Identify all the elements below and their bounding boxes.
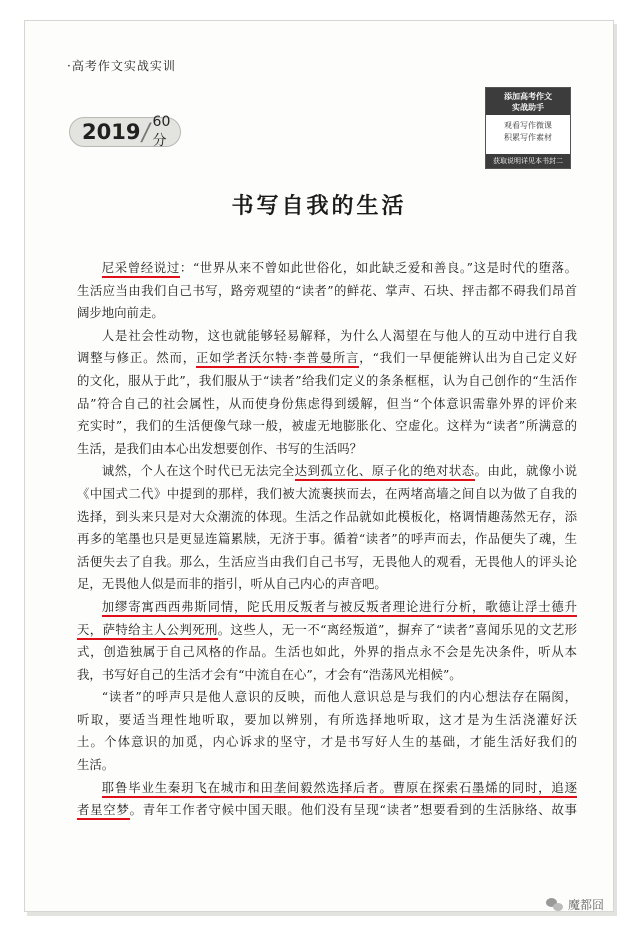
essay-line [77, 641, 577, 664]
line-text: “读者”的呼声只是他人意识的反映，而他人意识总是与我们的内心想法存在隔阂， [101, 689, 577, 705]
highlighted-phrase: 加缪寄寓西西弗斯同情，陀氏用反叛者与被反叛者理论进行分析，歌德让浮士德升 [102, 599, 577, 617]
essay-line [77, 415, 577, 438]
promo-line-1: 添加高考作文 [504, 92, 552, 101]
line-text: 再多的笔墨也只是更显连篇累牍，无济于事。循着“读者”的呼声而去，作品便失了魂，生 [77, 531, 577, 547]
essay-line [77, 709, 577, 732]
promo-body [486, 115, 570, 149]
line-text: ：“世界从来不曾如此世俗化，如此缺乏爱和善良。”这是时代的堕落。 [179, 260, 577, 275]
essay-line [77, 460, 577, 483]
line-text: 选择，到头来只是对大众潮流的体现。生活之作品就如此模板化，格调情趣荡然无存，添 [77, 508, 577, 524]
badge-score: 60分 [152, 114, 171, 149]
line-text: ，“我们一早便能辨认出为自己定义好 [359, 350, 577, 366]
line-text: 生活。 [77, 757, 115, 773]
highlighted-phrase: 天，萨特给主人公判死刑 [77, 622, 218, 640]
essay-line [77, 347, 577, 370]
essay-line [77, 619, 577, 642]
line-text: 。青年工作者守候中国天眼。他们没有呈现“读者”想要看到的生活脉络、故事 [129, 802, 577, 818]
essay-line [77, 506, 577, 529]
essay-line [77, 754, 577, 777]
essay-line [77, 551, 577, 574]
line-text: 阔步地向前走。 [77, 305, 164, 321]
essay-line [77, 325, 577, 348]
line-text: 活便失去了自我。那么，生活应当由我们自己书写，无畏他人的观看，无畏他人的评头论 [77, 553, 577, 569]
essay-line [77, 573, 577, 596]
promo-header [486, 88, 570, 115]
promo-line-3: 观看写作微课 [504, 121, 552, 130]
essay-line [77, 302, 577, 325]
essay-title: 书写自我的生活 [231, 194, 407, 219]
highlighted-phrase: 尼采曾经说过 [102, 260, 180, 278]
essay-line [77, 596, 577, 619]
watermark-text: 魔都囧 [568, 898, 605, 912]
badge-slash: / [139, 118, 154, 146]
line-text: 土。个体意识的加觅，内心诉求的坚守，才是书写好人生的基础，才能生活好我们的 [77, 734, 577, 750]
essay-line [77, 257, 577, 280]
line-text: 听取，要适当理性地听取，要加以辨别，有所选择地听取，这才是为生活浇灌好沃 [77, 711, 577, 727]
year-score-badge [69, 114, 181, 149]
line-text: 人是社会性动物，这也就能够轻易解释，为什么人渴望在与他人的互动中进行自我 [101, 327, 577, 343]
promo-line-2: 实战助手 [512, 103, 544, 112]
essay-line [77, 799, 577, 822]
essay-line [77, 280, 577, 303]
line-text: 调整与修正。然而， [77, 350, 196, 366]
line-text: 生活应当由我们自己书写，路旁观望的“读者”的鲜花、掌声、石块、抨击都不碍我们昂首 [77, 282, 577, 298]
line-text: 品”符合自己的社会属性，从而使身份焦虑得到缓解，但当“个体意识需靠外界的评价来 [77, 395, 577, 411]
line-text: 的文化，服从于此”，我们服从于“读者”给我们定义的条条框框，认为自己创作的“生活作 [77, 372, 577, 388]
watermark [546, 896, 604, 913]
wechat-icon [546, 898, 564, 912]
book-series-title: ·高考作文实战实训 [67, 59, 176, 73]
essay-line [77, 370, 577, 393]
book-page [24, 20, 614, 912]
line-text: 我，书写好自己的生活才会有“中流自在心”，才会有“浩荡风光相候”。 [77, 666, 462, 682]
line-text: 。由此，就像小说 [474, 463, 577, 479]
essay-line [77, 528, 577, 551]
line-text: 《中国式二代》中提到的那样，我们被大流裹挟而去，在两堵高墙之间自以为做了自我的 [77, 485, 577, 501]
essay-line [77, 777, 577, 800]
badge-year: 2019 [82, 120, 141, 144]
promo-box [485, 87, 571, 169]
essay-line [77, 731, 577, 754]
highlighted-phrase: 达到孤立化、原子化的绝对状态 [295, 463, 475, 481]
promo-line-4: 积累写作素材 [504, 133, 552, 142]
promo-footer: 获取说明详见本书封二 [486, 154, 570, 168]
essay-line [77, 664, 577, 687]
essay-body [77, 257, 577, 822]
line-text: 足，无畏他人似是而非的指引，听从自己内心的声音吧。 [77, 576, 387, 592]
essay-line [77, 393, 577, 416]
essay-line [77, 483, 577, 506]
line-text: 生活，是我们由本心出发想要创作、书写的生活吗？ [77, 440, 362, 456]
line-text: 充实时”，我们的生活便像气球一般，被虚无地膨胀化、空虚化。这样为“读者”所满意的 [77, 418, 577, 434]
line-text: 式，创造独属于自己风格的作品。生活也如此，外界的指点永不会是先决条件，听从本 [77, 644, 577, 660]
line-text: 诚然，个人在这个时代已无法完全 [101, 463, 295, 479]
essay-line [77, 438, 577, 461]
highlighted-phrase: 耶鲁毕业生秦玥飞在城市和田垄间毅然选择后者。曹原在探索石墨烯的同时，追逐 [102, 780, 577, 798]
line-text: 。这些人，无一不“离经叛道”，摒弃了“读者”喜闻乐见的文艺形 [217, 621, 577, 637]
highlighted-phrase: 者星空梦 [77, 802, 130, 820]
essay-line [77, 686, 577, 709]
highlighted-phrase: 正如学者沃尔特·李普曼所言 [196, 350, 359, 368]
